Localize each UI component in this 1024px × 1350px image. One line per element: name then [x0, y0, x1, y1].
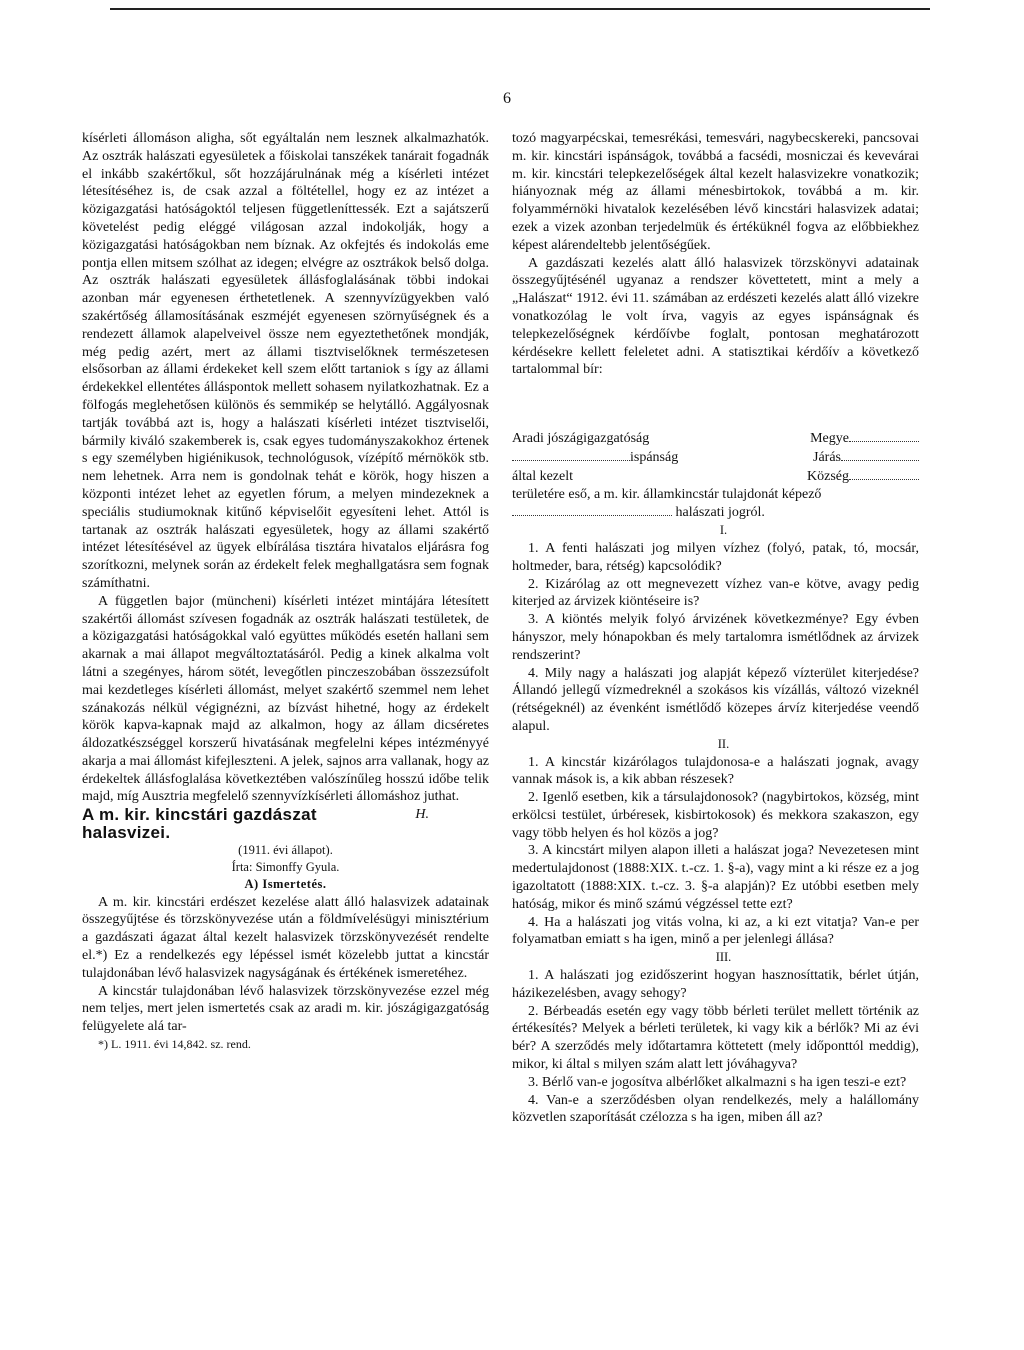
question: 1. A kincstár kizárólagos tulajdonosa-e a halászati jognak, avagy vannak mások is, a kik abban részesek? [512, 754, 919, 788]
form-text: halászati jogról. [512, 503, 919, 522]
question: 3. A kiöntés melyik folyó árvizének következménye? Egy évben hányszor, mely hónapokban és mely tartalomra ismétlődnek az árvizek rendszerint? [512, 612, 919, 663]
article-author: Írta: Simonffy Gyula. [231, 859, 340, 874]
question: 4. Van-e a szerződésben olyan rendelkezés, mely a halállomány közvetlen szaporítását czélozza s ha igen, miben áll az? [512, 1092, 919, 1126]
question: 3. A kincstárt milyen alapon illeti a halászat joga? Nevezetesen mint medertulajdonost (1888:XIX. t.-cz. 1. §-a), vagy mint a ki része ez a jog igazoltatott (1888:XIX. t.-cz. 3. §-a alapján)? Ez utóbbi esetben mely hatóság, mikor és minő számú végzéssel tette ezt? [512, 843, 919, 912]
question: 2. Kizárólag az ott megnevezett vízhez van-e kötve, avagy pedig kiterjed az árvizek kiöntéseire is? [512, 576, 919, 610]
form-label: ispánság [630, 449, 679, 465]
top-rule [110, 8, 930, 10]
question: 2. Igenlő esetben, kik a társulajdonosok? (nagybirtokos, község, mint erkölcsi testület, úrbéresek, kisbirtokosok) és mekkora szakaszon, egy vagy több helyen és hol közös a jog? [512, 790, 919, 841]
question: 1. A halászati jog ezidőszerint hogyan hasznosíttatik, bérlet útján, házikezelésben, avagy sehogy? [512, 968, 919, 1001]
right-column [512, 130, 919, 1127]
form-label: által kezelt [512, 468, 574, 484]
form-label: Járás [813, 449, 841, 465]
form-label: Község [807, 468, 849, 484]
section-heading-3: III. [715, 950, 732, 965]
section-heading-a: A) Ismertetés. [244, 876, 327, 891]
question: 3. Bérlő van-e jogosítva albérlőket alkalmazni s ha igen teszi-e ezt? [528, 1074, 907, 1090]
form-text: területére eső, a m. kir. államkincstár tulajdonát képező [512, 486, 822, 502]
form-row [512, 429, 919, 448]
form-row [512, 467, 919, 486]
body-paragraph: A gazdászati kezelés alatt álló halasvizek törzskönyvi adatainak összegyűjtésénél ugyanaz a rendszer követtetett, mint a mely a „Halászat“ 1912. évi 11. számában az erdészeti kezelés alatt álló vizekre vonatkozólag le volt írva, vagyis az egyes ispánságnak és telepkezelőségnek kérdőívbe foglalt, pontosan meghatározott kérdésekre kellett feleletet adni. A statisztikai kérdőív a következő tartalommal bír: [512, 255, 919, 378]
article-title: A m. kir. kincstári gazdászat halasvizei. [82, 805, 317, 843]
form-label: Megye [810, 431, 849, 447]
question: 1. A fenti halászati jog milyen vízhez (folyó, patak, tó, mocsár, holtmeder, bara, rétség) kapcsolódik? [512, 540, 919, 574]
questionnaire-form [512, 429, 919, 522]
form-label: Aradi jószágigazgatóság [512, 431, 650, 447]
footnote: *) L. 1911. évi 14,842. sz. rend. [98, 1037, 251, 1052]
section-heading-2: II. [717, 736, 730, 751]
question: 4. Ha a halászati jog vitás volna, ki az, a ki ezt vitatja? Van-e per folyamatban emiatt s ha igen, minő a per jelenlegi állása? [512, 914, 919, 948]
left-column [82, 130, 489, 1054]
form-row [512, 448, 919, 467]
body-paragraph: tozó magyarpécskai, temesrékási, temesvári, nagybecskereki, pancsovai m. kir. kincstári ispánságok, továbbá a facsédi, mosniczai és kevevárai m. kir. kincstári telepkezelőségek által kezelt halasvizekre vonatkozik; hiányoznak még az állami ménesbirtokok, továbbá a m. kir. folyammérnöki hivatalok kezelésében lévő kincstári halasvizek adatai; ezek a vizek azonban terjedelmük és értéküknél fogva az előbbiekhez képest alárendeltebb jelentőségűek. [512, 131, 919, 253]
article-date: (1911. évi állapot). [238, 842, 333, 857]
body-paragraph: kísérleti állomáson aligha, sőt egyáltalán nem lesznek alkalmazhatók. Az osztrák halászati egyesületek a főiskolai tanszékek tanárait fogadnák el inkább szakértőkul, sőt hozzájárulnának még a kísérleti intézet létesítéséhez is, de csak azzal a föltétellel, hogy ez az intézet a közigazgatási hatóságoktól teljesen függetleníttessék. Ezt a sajátszerű követelést pedig eléggé világosan azzal indokolják, hogy a közigazgatási hatóságokban nem bíznak. Az okfejtés és indokolás eme pontja ellen mitsem szólhat az idegen; elvégre az osztrákok belső dolga. Az osztrák halászati egyesületek állásfoglalásának többi indokai azonban már egyenesen érthetetlenek. A szennyvízügyekben való szakértőség államosításának eszméjét egyenesen szörnyűségnek és a rendezett államok alapelveivel össze nem egyeztethetőnek mondják, még pedig azért, mert az állami tisztviselőknek természetesen elsősorban az állami érdekeket kell szem előtt tartaniok s így az állami érdekekkel ellentétes álláspontok mellett sohasem nyilatkozhatnak. Ez a fölfogás meglehetősen különös és semmikép se helytálló. Aggályosnak tartják továbbá azt is, hogy a halászati kísérleti intézet tisztviselői, bármily kiváló szakemberek is, csak egyes tudományszakokhoz értenek s egy személyben higiénikusok, technológusok, vízépítő mérnökök stb. nem lehetnek. Arra nem is gondolnak tehát e körök, hogy hiszen a központi intézet lehet az egyetlen fórum, a melyen mindezeknek a speciális studiumoknak kitűnő képviselőit egyesíteni lehet. Attól is tartanak az osztrák halászati egyesületek, hogy az állami szakértő intézet létesítésével az ügyek elbírálása tisztára hivatalos eljárásra fog szorítkozni, melynek során az érdekelt felek meghallgatásra sem fognak számíthatni. [82, 131, 489, 591]
page-number: 6 [503, 90, 511, 107]
body-paragraph: A kincstár tulajdonában lévő halasvizek törzskönyvezése ezzel még nem teljes, mert jelen ismertetés csak az aradi m. kir. jószágigazgatóság felügyelete alá tar- [82, 983, 489, 1035]
body-paragraph: A független bajor (müncheni) kísérleti intézet mintájára létesített szakértői állomást szívesen fogadnák az osztrák halászati testületek, de a közigazgatási hatóságokkal való együttes működés esetén hallani sem akarnak a mai állapot megváltoztatásáról. Pedig a kinek alkalma volt látni a szegényes, három sötét, levegőtlen pinczeszobában összezsúfolt mai kezdetleges kísérleti állomást, melyet szakértő szemmel nem lehet szánakozás nélkül végignézni, az bízvást hihetné, hogy az érdekelt körök kapva-kapnak majd az alkalmon, hogy az állam dicséretes áldozatkészséggel korszerű hivatásának megfelelni képes intézményyé akarja a mai állomást kifejleszteni. A jelek, sajnos arra vallanak, hogy az érdekeltek állásfoglalása következtében valószínűleg hosszú időbe telik majd, míg Ausztria megfelelő szennyvízkísérleti állomáshoz juthat. H. [82, 593, 489, 823]
body-paragraph: A m. kir. kincstári erdészet kezelése alatt álló halasvizek adatainak összegyűjtése és törzskönyvezése után a földmívelésügyi minisztérium a gazdászati ágazat által kezelt halasvizek törzskönyvezését rendelte el.*) Ez a rendelkezés egy lépéssel ismét közelebb juttat a kincstár tulajdonában lévő halasvizek nagyságának és értékének ismeretéhez. [82, 894, 489, 981]
question: 4. Mily nagy a halászati jog alapját képező vízterület kiterjedése? Állandó jellegű vízmedreknél a szokásos kis vízállás, változó vizeknél (rétségeknél) az évenként ismétlődő közepes árvíz kiterjedése veendő alapul. [512, 665, 919, 734]
signature: H. [415, 807, 429, 823]
section-heading-1: I. [719, 523, 728, 538]
question: 2. Bérbeadás esetén egy vagy több bérleti terület mellett történik az értékesítés? Melyek a bérleti területek, ki vagy kik a bérlők? Mi az évi bér? A szerződés mely időtartamra köttetett (mely időponttól meddig), mikor, ki által s milyen szám alatt lett jóváhagyva? [512, 1003, 919, 1073]
